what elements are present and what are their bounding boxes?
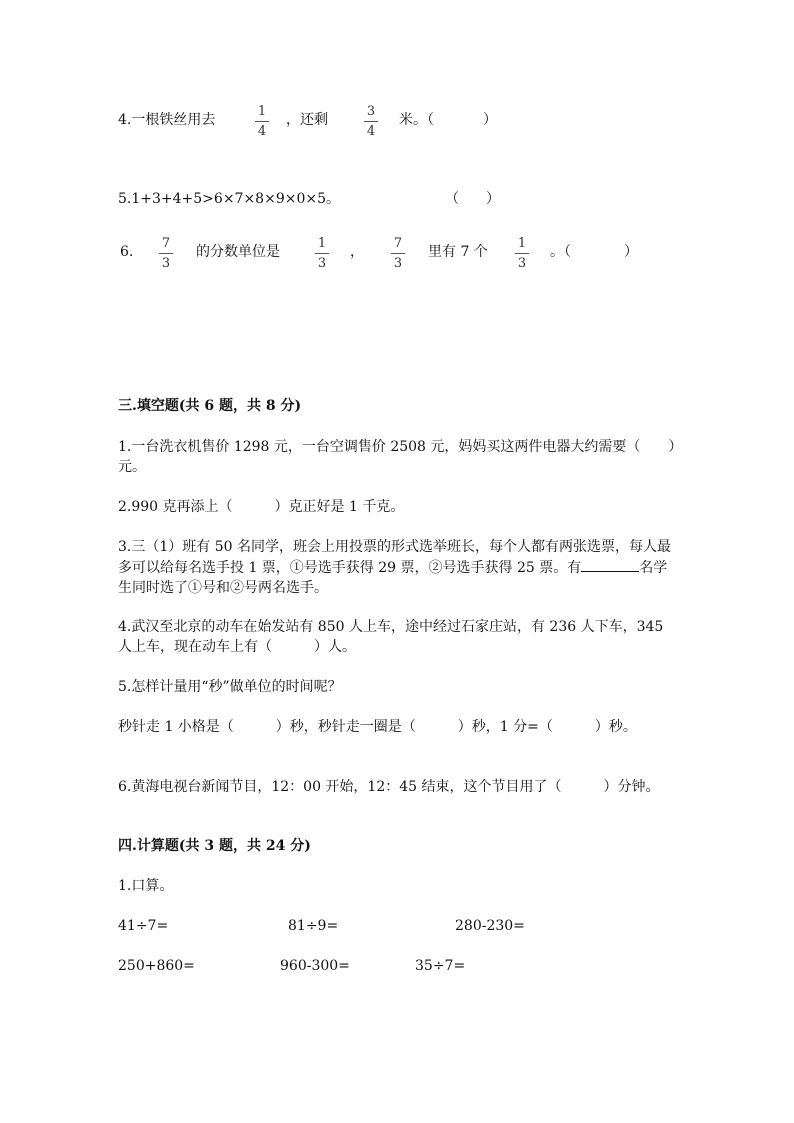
fill-q3	[118, 537, 678, 598]
fraction-numerator: 7	[161, 236, 171, 251]
judge-q6-number: 6.	[120, 244, 134, 260]
calc-item: 250+860=	[118, 958, 195, 974]
section-3-title: 三.填空题(共 6 题，共 8 分)	[118, 398, 302, 414]
fraction-denominator: 3	[317, 256, 327, 271]
judge-q4-fraction-2	[364, 104, 378, 139]
fraction-numerator: 7	[393, 236, 403, 251]
fraction-numerator: 3	[366, 104, 376, 119]
fill-q4: 4.武汉至北京的动车在始发站有 850 人上车，途中经过石家庄站，有 236 人下车，345 人上车，现在动车上有（ ）人。	[118, 619, 664, 655]
fraction-denominator: 3	[393, 256, 403, 271]
fraction-denominator: 3	[161, 256, 171, 271]
judge-q5-paren-open: （	[445, 191, 459, 207]
fill-q3-text-2: 名学生同时选了①号和②号两名选手。	[118, 560, 668, 596]
fraction-bar	[364, 121, 378, 122]
fraction-numerator: 1	[257, 104, 267, 119]
fraction-bar	[515, 253, 529, 254]
judge-q5-text: 5.1+3+4+5>6×7×8×9×0×5。	[118, 191, 341, 207]
fraction-denominator: 4	[257, 124, 267, 139]
fraction-bar	[391, 253, 405, 254]
calc-q1-title: 1.口算。	[118, 878, 174, 894]
fill-q6: 6.黄海电视台新闻节目，12：00 开始，12：45 结束，这个节目用了（ ）分钟。	[118, 779, 660, 795]
fraction-bar	[159, 253, 173, 254]
judge-q4-paren-close: ）	[483, 112, 497, 128]
fill-q1: 1.一台洗衣机售价 1298 元，一台空调售价 2508 元，妈妈买这两件电器大约需要（ ）元。	[118, 439, 676, 475]
fraction-numerator: 1	[317, 236, 327, 251]
calc-item: 280-230=	[455, 918, 525, 934]
judge-q4-prefix: 4.一根铁丝用去	[118, 112, 216, 128]
judge-q6-text-2: 里有 7 个	[428, 244, 488, 260]
fraction-bar	[255, 121, 269, 122]
judge-q6-fraction-1	[159, 236, 173, 271]
fraction-numerator: 1	[517, 236, 527, 251]
judge-q6-fraction-4	[515, 236, 529, 271]
fraction-denominator: 3	[517, 256, 527, 271]
judge-q6-comma: ，	[350, 244, 364, 260]
judge-q4-suffix: 米。（	[399, 112, 434, 128]
fraction-bar	[315, 253, 329, 254]
fill-q5-title: 5.怎样计量用“秒”做单位的时间呢？	[118, 679, 342, 695]
calc-item: 41÷7=	[118, 918, 169, 934]
calc-item: 81÷9=	[288, 918, 339, 934]
fill-q5-body: 秒针走 1 小格是（ ）秒，秒针走一圈是（ ）秒，1 分=（ ）秒。	[118, 719, 637, 735]
judge-q6-fraction-2	[315, 236, 329, 271]
calc-item: 35÷7=	[415, 958, 466, 974]
fill-q3-blank	[581, 557, 639, 572]
section-4-title: 四.计算题(共 3 题，共 24 分)	[118, 838, 311, 854]
judge-q6-suffix: 。（	[550, 244, 571, 260]
judge-q4-fraction-1	[255, 104, 269, 139]
fraction-denominator: 4	[366, 124, 376, 139]
judge-q5-paren-close: ）	[486, 191, 500, 207]
fill-q2: 2.990 克再添上（ ）克正好是 1 千克。	[118, 499, 405, 515]
calc-item: 960-300=	[280, 958, 350, 974]
judge-q4-mid: ，还剩	[286, 112, 328, 128]
judge-q6-text-1: 的分数单位是	[196, 244, 280, 260]
fill-q3-text-1: 3.三（1）班有 50 名同学，班会上用投票的形式选举班长，每个人都有两张选票，每人最多可以给每名选手投 1 票，①号选手获得 29 票，②号选手获得 25 票。有	[118, 539, 671, 576]
judge-q6-fraction-3	[391, 236, 405, 271]
judge-q6-paren-close: ）	[624, 244, 638, 260]
